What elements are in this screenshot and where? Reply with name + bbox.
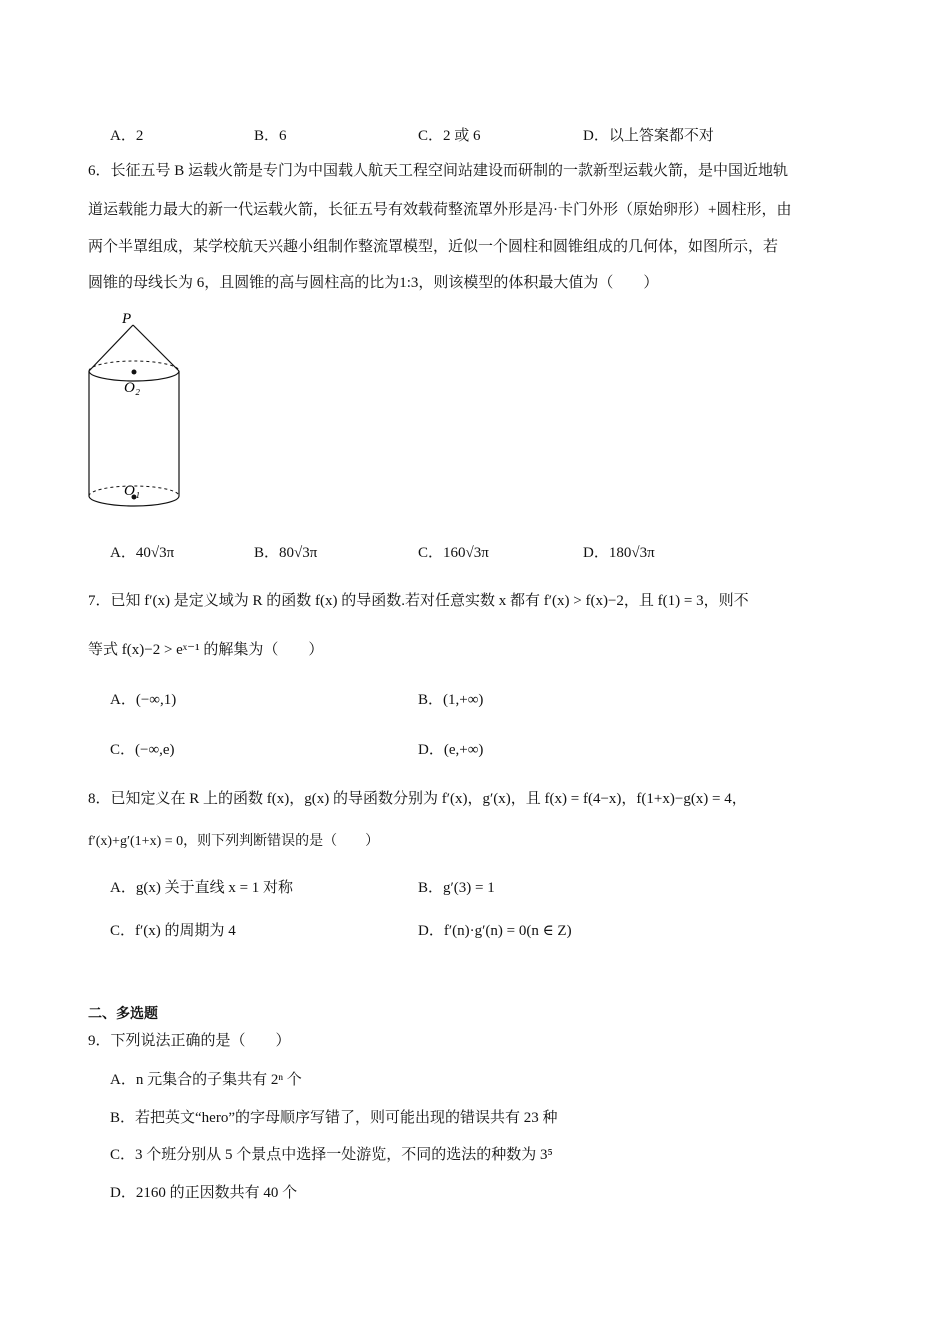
q6-stem-line-2: 道运载能力最大的新一代运载火箭，长征五号有效载荷整流罩外形是冯·卡门外形（原始卵形）+圆柱形，由 — [88, 202, 792, 218]
q8-option-b: B．g′(3) = 1 — [418, 880, 495, 896]
q7-option-c: C．(−∞,e) — [110, 742, 175, 758]
q9-stem: 9．下列说法正确的是（ ） — [88, 1033, 291, 1049]
q7-stem-line-2: 等式 f(x)−2 > eˣ⁻¹ 的解集为（ ） — [88, 642, 324, 658]
q8-option-d: D．f′(n)·g′(n) = 0(n ∈ Z) — [418, 923, 572, 939]
q8-stem-line-2: f′(x)+g′(1+x) = 0，则下列判断错误的是（ ） — [88, 834, 380, 849]
q7-stem-line-1: 7．已知 f′(x) 是定义域为 R 的函数 f(x) 的导函数.若对任意实数 x 都有 f′(x) > f(x)−2，且 f(1) = 3，则不 — [88, 593, 749, 609]
q8-option-a: A．g(x) 关于直线 x = 1 对称 — [110, 880, 294, 896]
q6-stem-line-1: 6．长征五号 B 运载火箭是专门为中国载人航天工程空间站建设而研制的一款新型运载火箭，是中国近地轨 — [88, 163, 789, 179]
q6-option-b: B．80√3π — [254, 545, 318, 561]
q9-option-a: A．n 元集合的子集共有 2ⁿ 个 — [110, 1072, 302, 1088]
q6-option-a: A．40√3π — [110, 545, 175, 561]
q9-option-c: C．3 个班分别从 5 个景点中选择一处游览，不同的选法的种数为 3⁵ — [110, 1147, 553, 1163]
q7-option-d: D．(e,+∞) — [418, 742, 484, 758]
q8-option-c: C．f′(x) 的周期为 4 — [110, 923, 236, 939]
q8-stem-line-1: 8．已知定义在 R 上的函数 f(x)，g(x) 的导函数分别为 f′(x)，g′(x)，且 f(x) = f(4−x)，f(1+x)−g(x) = 4， — [88, 791, 747, 807]
q5-option-c: C．2 或 6 — [418, 128, 481, 144]
cone-cylinder-figure — [80, 305, 200, 520]
q6-stem-line-3: 两个半罩组成，某学校航天兴趣小组制作整流罩模型，近似一个圆柱和圆锥组成的几何体，如图所示，若 — [88, 239, 779, 255]
cone-right-generatrix — [133, 325, 179, 371]
cone-left-generatrix — [89, 325, 133, 371]
q5-option-b: B．6 — [254, 128, 287, 144]
section-heading: 二、多选题 — [88, 1006, 158, 1022]
q6-stem-line-4: 圆锥的母线长为 6，且圆锥的高与圆柱高的比为1:3，则该模型的体积最大值为（ ） — [88, 275, 659, 291]
q7-option-a: A．(−∞,1) — [110, 692, 177, 708]
label-o1: O₁ — [124, 483, 141, 499]
top-center-point — [132, 370, 137, 375]
q5-option-a: A．2 — [110, 128, 144, 144]
label-p: P — [122, 311, 132, 327]
q9-option-b: B．若把英文“hero”的字母顺序写错了，则可能出现的错误共有 23 种 — [110, 1110, 558, 1126]
q6-option-d: D．180√3π — [583, 545, 655, 561]
q6-option-c: C．160√3π — [418, 545, 489, 561]
q7-option-b: B．(1,+∞) — [418, 692, 484, 708]
q9-option-d: D．2160 的正因数共有 40 个 — [110, 1185, 298, 1201]
label-o2: O₂ — [124, 380, 141, 396]
q5-option-d: D．以上答案都不对 — [583, 128, 714, 144]
